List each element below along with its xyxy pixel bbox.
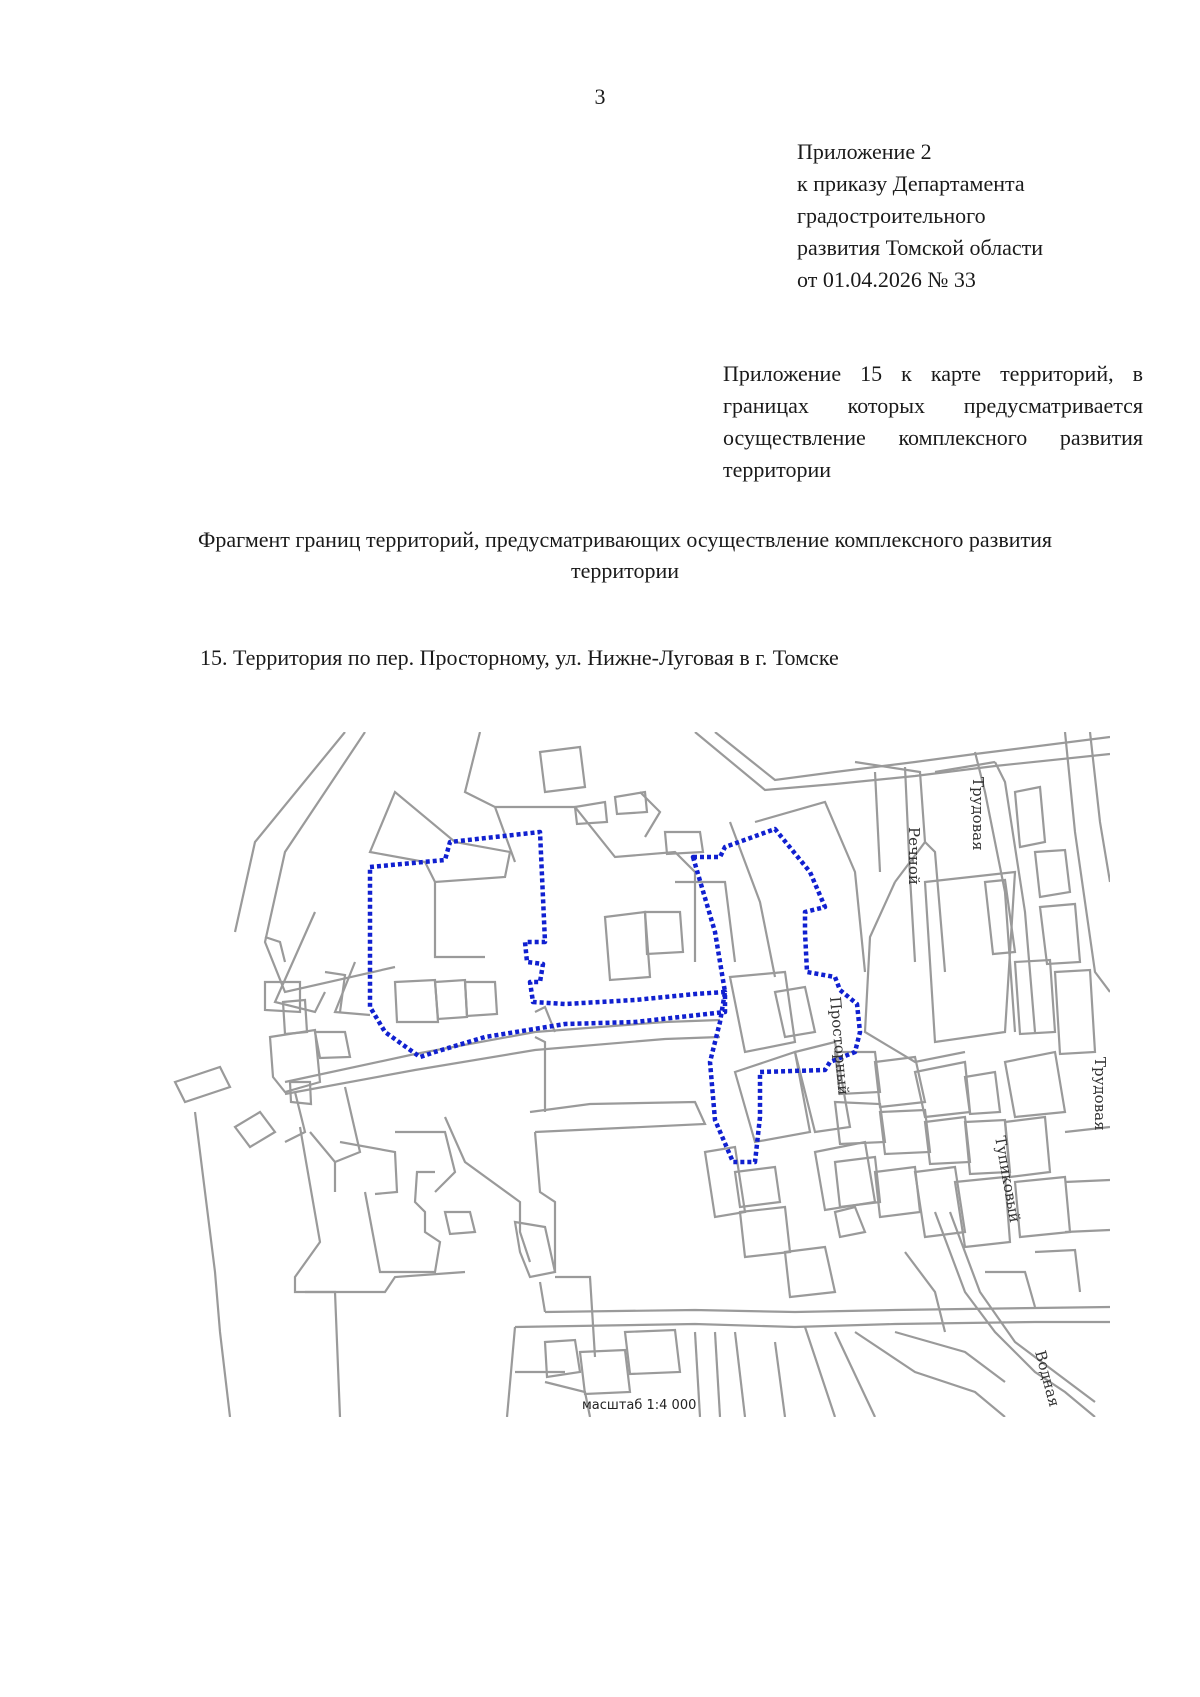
page-number: 3	[594, 84, 606, 109]
map-appendix-line: осуществление комплексного развития	[723, 425, 1143, 450]
street-label-rechnoy: Речной	[905, 827, 923, 885]
appendix-line: градостроительного	[797, 203, 986, 228]
boundary-west	[370, 832, 725, 1057]
appendix-header	[797, 136, 1043, 296]
map-appendix-line: территории	[723, 457, 832, 482]
street-label-tupikovy: Тупиковый	[991, 1134, 1025, 1224]
map-appendix-header	[723, 358, 1143, 486]
territory-map	[135, 732, 1110, 1417]
street-label-trudovaya-right: Трудовая	[1091, 1057, 1109, 1131]
territory-caption: 15. Территория по пер. Просторному, ул. Нижне-Луговая в г. Томске	[200, 645, 839, 670]
appendix-line: Приложение 2	[797, 139, 932, 164]
territory-boundary	[370, 829, 860, 1162]
street-label-trudovaya-top: Трудовая	[969, 777, 987, 851]
fragment-title	[130, 524, 1120, 586]
map-appendix-line: границах которых предусматривается	[723, 393, 1143, 418]
fragment-title-line: Фрагмент границ территорий, предусматривающих осуществление комплексного развития	[197, 527, 1053, 552]
map-scale: масштаб 1:4 000	[582, 1398, 697, 1413]
map-appendix-line: Приложение 15 к карте территорий, в	[723, 361, 1143, 386]
appendix-line: к приказу Департамента	[797, 171, 1025, 196]
appendix-line: развития Томской области	[797, 235, 1044, 260]
map-svg	[135, 732, 1110, 1417]
fragment-title-line: территории	[570, 558, 680, 583]
appendix-line: от 01.04.2026 № 33	[797, 267, 976, 292]
street-label-prostorny: Просторный	[826, 995, 853, 1096]
street-label-vodnaya: Водная	[1031, 1348, 1064, 1409]
